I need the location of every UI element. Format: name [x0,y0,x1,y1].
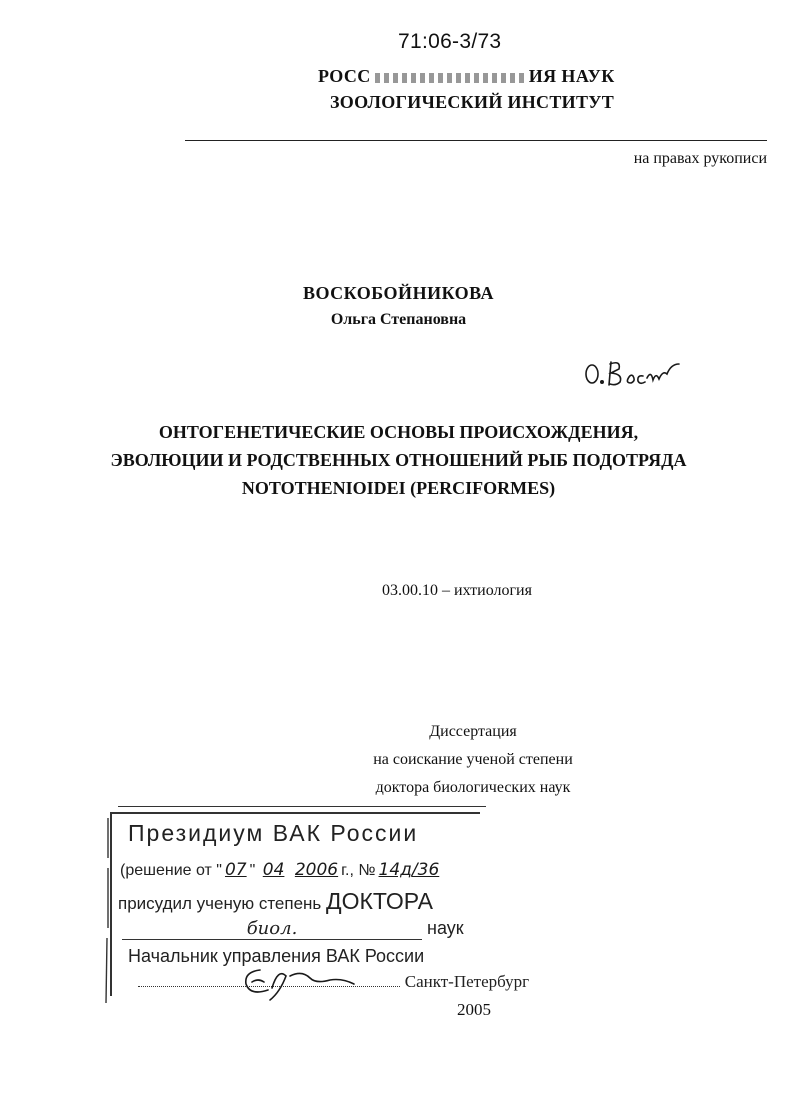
institute-name: ЗООЛОГИЧЕСКИЙ ИНСТИТУТ [330,92,615,112]
stamp-chief-line: Начальник управления ВАК России [128,946,425,966]
organization-right: ИЯ НАУК [528,66,615,86]
stamp-edge-marks [104,818,116,1018]
decision-prefix: (решение от " [120,862,222,879]
awarded-text: присудил ученую степень [118,894,322,913]
organization-left: РОСС [318,66,371,86]
field-handwritten: биол. [122,918,422,940]
publication-year: 2005 [457,1000,491,1019]
stamp-decision-line [120,860,442,880]
degree-text: ДОКТОРА [326,888,433,914]
stamp-field-line [122,918,464,940]
thesis-description [0,718,797,802]
field-suffix: наук [427,918,464,938]
specialty-code: 03.00.10 – ихтиология [382,582,532,599]
city-name: Санкт-Петербург [404,972,530,991]
decision-month: 04 [262,860,285,880]
decision-day: 07 [224,860,247,880]
organization-line [318,66,648,87]
decision-year: 2006 [294,860,339,880]
decision-separator: " [249,862,256,879]
title-line-3: NOTOTHENIOIDEI (PERCIFORMES) [241,478,556,498]
stamp-awarded-line [118,888,433,915]
decision-number: 14д/36 [378,860,440,880]
author-surname: ВОСКОБОЙНИКОВА [302,283,495,303]
author-given-names: Ольга Степановна [330,311,467,328]
catalog-number: 71:06-3/73 [398,30,502,53]
smudged-text-mark [375,73,525,83]
dissertation-title [0,418,797,502]
chief-signature [230,962,360,1002]
stamp-top-rule [118,806,486,807]
header-divider [185,140,767,141]
title-line-2: ЭВОЛЮЦИИ И РОДСТВЕННЫХ ОТНОШЕНИЙ РЫБ ПОДОТРЯДА [110,450,687,470]
title-line-1: ОНТОГЕНЕТИЧЕСКИЕ ОСНОВЫ ПРОИСХОЖДЕНИЯ, [158,422,639,442]
author-signature [583,352,683,392]
thesis-line-1: Диссертация [429,723,517,740]
thesis-line-3: доктора биологических наук [375,779,571,796]
stamp-title: Президиум ВАК России [128,820,419,846]
decision-number-label: г., № [341,862,376,879]
rights-note: на правах рукописи [633,150,767,167]
thesis-line-2: на соискание ученой степени [373,751,573,768]
